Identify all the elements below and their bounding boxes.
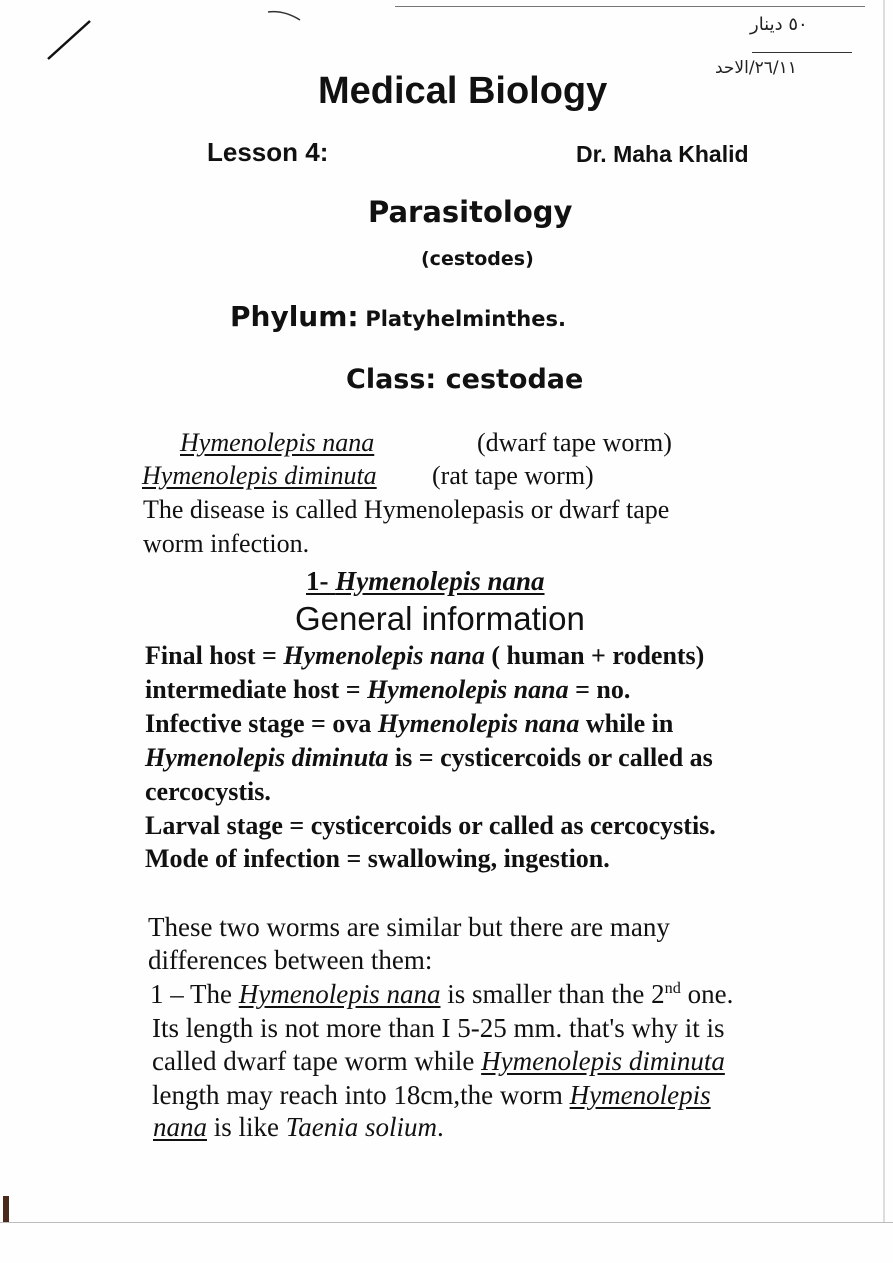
final-host-line [145,641,704,671]
disease-line2: worm infection. [143,529,310,558]
infective-stage-line3: cercocystis. [145,777,271,806]
differences-line1: These two worms are similar but there are many [148,912,670,942]
point1-end: one. [680,979,734,1009]
scan-corner-mark [3,1196,9,1222]
phylum-label: Phylum: [230,300,359,333]
infective-stage-line [145,709,673,739]
species2-name: Hymenolepis diminuta [142,461,377,490]
line7-period: . [437,1112,444,1142]
handwritten-underline [752,52,852,53]
general-info-heading: General information [295,600,585,637]
line5-start: called dwarf tape worm while [152,1046,482,1076]
intermediate-value: = no. [568,675,631,704]
species2-desc: (rat tape worm) [432,461,594,490]
page-title: Medical Biology [318,70,608,112]
larval-stage-line: Larval stage = cysticercoids or called as cercocystis. [145,811,716,840]
phylum-line [230,300,566,333]
part1-heading-name: Hymenolepis nana [335,566,545,596]
pen-stroke-mark [44,15,104,65]
section-title: Parasitology [368,195,573,229]
species1-line [180,428,374,458]
line7-end: Taenia solium [285,1112,438,1142]
lesson-label: Lesson 4: [207,137,329,167]
line6-species: Hymenolepis [569,1080,711,1110]
handwritten-note-line1: ٥٠ دينار [750,14,808,35]
infective-species: Hymenolepis nana [377,709,580,738]
species1-desc: (dwarf tape worm) [477,428,672,457]
class-line: Class: cestodae [346,364,584,395]
part1-heading [306,566,545,597]
differences-line5 [152,1046,725,1077]
intermediate-species: Hymenolepis nana [367,675,569,704]
differences-line7 [153,1112,444,1143]
differences-line4: Its length is not more than I 5-25 mm. that's why it is [152,1013,725,1043]
line7-mid: is like [207,1112,286,1142]
species1-name: Hymenolepis nana [180,428,375,457]
line6-start: length may reach into 18cm,the worm [152,1080,570,1110]
intermediate-host-line [145,675,630,705]
species2-line [142,461,377,491]
mode-of-infection-line: Mode of infection = swallowing, ingestion. [145,844,610,873]
handwritten-note-line2: ٢٦/١١/الاحد [715,58,797,78]
scan-bottom-edge [0,1222,893,1223]
infective-value2: is = cysticercoids or called as [388,743,713,772]
final-host-species: Hymenolepis nana [283,641,485,670]
infective-species2: Hymenolepis diminuta [145,743,389,772]
line7-species: nana [153,1112,207,1142]
differences-line2: differences between them: [148,945,433,975]
phylum-value: Platyhelminthes. [365,307,566,331]
differences-line6 [152,1080,711,1111]
final-host-value: ( human + rodents) [484,641,705,670]
infective-label: Infective stage = ova [145,709,378,738]
scan-right-edge [883,0,885,1222]
differences-point1 [150,979,733,1010]
top-scribble-mark [266,8,306,22]
point1-species: Hymenolepis nana [238,979,441,1009]
infective-stage-line2 [145,743,713,773]
part1-heading-num: 1- [306,566,336,596]
disease-line1: The disease is called Hymenolepasis or dwarf tape [143,495,670,524]
infective-value: while in [579,709,674,738]
final-host-label: Final host = [145,641,284,670]
author-name: Dr. Maha Khalid [576,141,749,167]
point1-mid: is smaller than the 2 [440,979,665,1009]
section-subtitle: (cestodes) [421,248,534,270]
point1-sup: nd [664,979,681,997]
scan-top-edge [395,6,865,7]
line5-species: Hymenolepis diminuta [481,1046,725,1076]
point1-prefix: 1 – The [150,979,239,1009]
intermediate-label: intermediate host = [145,675,368,704]
